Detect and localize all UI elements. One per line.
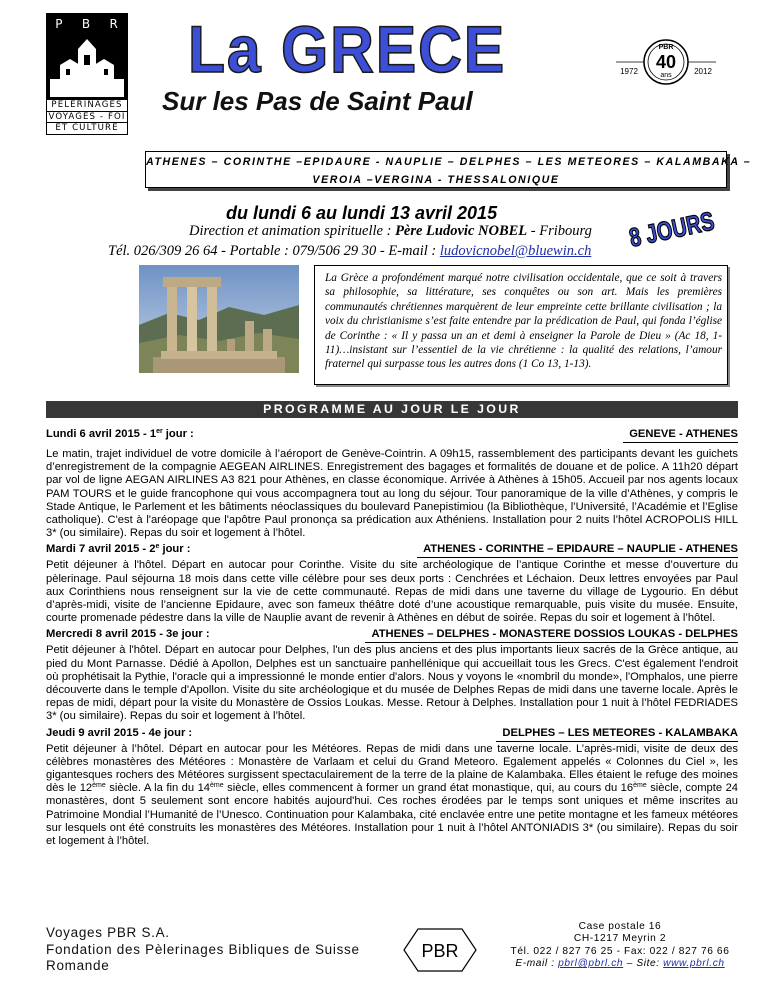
day-3	[46, 627, 738, 723]
contact-line	[108, 243, 591, 260]
footer-address-line-1: Case postale 16	[578, 921, 662, 932]
footer-address	[500, 921, 740, 971]
intro-paragraph: La Grèce a profondément marqué notre civilisation occidentale, que ce soit à travers sa philosophie, sa littérature, ses conquêtes ou son art. Mais les premières communautés chrétiennes marquèrent de leur empreinte cette brillante civilisation ; la voix du christianisme s’est faite entendre par la prédication de Paul, qui fonda l’église de Corinthe : « Il y passa un an et demi à enseigner la Parole de Dieu » (Ac 18, 1-11)…insistant sur l’essentiel de la vie chrétienne : la qualité des relations, l’amour fraternel qui surpasse tous les autres dons (1 Co 13, 1-13).	[325, 272, 722, 371]
direction-suffix: - Fribourg	[527, 223, 592, 239]
day-1-destination: GENEVE - ATHENES	[623, 427, 738, 443]
day-4-destination: DELPHES – LES METEORES - KALAMBAKA	[496, 726, 738, 742]
itinerary-line-2: VEROIA –VERGINA - THESSALONIQUE	[312, 174, 560, 186]
seal-brand: PBR	[658, 44, 674, 51]
footer-company-line-2: Fondation des Pèlerinages Bibliques de Suisse	[46, 941, 360, 957]
main-title-text: La GRECE	[188, 12, 506, 86]
day-4-label: Jeudi 9 avril 2015 - 4e jour :	[46, 726, 193, 739]
itinerary-line-1: ATHENES – CORINTHE –EPIDAURE - NAUPLIE – DELPHES – LES METEORES – KALAMBAKA –	[146, 156, 752, 168]
contact-email-link[interactable]: ludovicnobel@bluewin.ch	[439, 243, 592, 259]
contact-phones: Tél. 026/309 26 64 - Portable : 079/506 29 30 - E-mail :	[108, 243, 440, 259]
programme-list	[46, 427, 738, 850]
delphi-tholos-photo	[139, 265, 299, 373]
director-name: Père Ludovic NOBEL	[395, 223, 528, 239]
pbr-logo	[46, 13, 128, 134]
day-1-label: Lundi 6 avril 2015 - 1er jour :	[46, 428, 194, 440]
spiritual-direction	[189, 223, 592, 240]
day-2-text: Petit déjeuner à l'hôtel. Départ en autocar pour Corinthe. Visite du site archéologique de l’antique Corinthe et messe d’ouverture du pèlerinage. Paul séjourna 18 mois dans cette ville célèbre pour ses deux ports : Cenchrées et Léchaion. Deux lettres envoyées par Paul aux Corinthiens nous renseignent sur la vie de cette communauté. Repas de midi dans une taverne du village de Lygourio. En début d’après-midi, visite de l’ancienne Epidaure, avec son fameux théâtre doté d’une acoustique remarquable, puis visite du musée. Ensuite, courte promenade pédestre dans la ville de Nauplie avant de revenir à Athènes en début de soirée. Repas du soir et logement à l’hôtel.	[46, 559, 738, 625]
logo-letter-b: B	[81, 17, 92, 31]
day-3-header	[46, 627, 738, 644]
day-4	[46, 726, 738, 849]
trip-dates: du lundi 6 au lundi 13 avril 2015	[226, 203, 498, 223]
logo-line-1: PÈLERINAGES	[47, 99, 127, 111]
church-silhouette-icon	[50, 35, 124, 97]
day-2-header	[46, 542, 738, 559]
logo-letters	[46, 17, 128, 31]
footer-company-line-1: Voyages PBR S.A.	[46, 925, 170, 940]
logo-text-lines	[46, 99, 128, 135]
day-2-destination: ATHENES - CORINTHE – EPIDAURE – NAUPLIE - ATHENES	[417, 542, 738, 558]
footer-address-line-3: Tél. 022 / 827 76 25 - Fax: 022 / 827 76 66	[510, 945, 730, 957]
main-title	[182, 14, 512, 84]
seal-unit: ans	[660, 72, 672, 79]
logo-line-2: VOYAGES - FOI	[48, 111, 126, 122]
subtitle: Sur les Pas de Saint Paul	[162, 86, 473, 116]
logo-black-block	[46, 13, 128, 99]
seal-year-end: 2012	[694, 67, 712, 76]
day-1	[46, 427, 738, 540]
day-2	[46, 542, 738, 625]
day-4-header	[46, 726, 738, 743]
logo-letter-r: R	[109, 17, 119, 31]
logo-letter-p: P	[55, 17, 64, 31]
itinerary-box	[145, 151, 752, 188]
direction-prefix: Direction et animation spirituelle :	[189, 223, 396, 239]
footer-pbr-logo-icon	[400, 925, 480, 975]
footer-links: E-mail : pbrl@pbrl.ch – Site: www.pbrl.ch	[515, 958, 725, 970]
day-3-text: Petit déjeuner à l'hôtel. Départ en autocar pour Delphes, l'un des plus anciens et des plus importants lieux sacrés de la Grèce antique, au pied du Mont Parnasse. Dédié à Apollon, Delphes est un sanctuaire panhellénique qui accueillait tous les Grecs. C'est également l'endroit où prophétisait la Pythie, l'oracle qui a impressionné le monde entier d'alors. Nous y voyons le «nombril du monde», l'Omphalos, une pierre découverte dans le temple d'Apollon. Visite du site archéologique et du musée de Delphes Repas de midi dans une taverne locale. Après le repas de midi, départ pour la visite du Monastère de Ossios Loukas. Messe. Retour à Delphes. Installation pour 1 nuit à l’hôtel FEDRIADES 3* (ou similaire). Repas du soir et logement à l’hôtel.	[46, 644, 738, 723]
programme-title: PROGRAMME AU JOUR LE JOUR	[46, 401, 738, 418]
day-3-destination: ATHENES – DELPHES - MONASTERE DOSSIOS LOUKAS - DELPHES	[365, 627, 738, 643]
footer-company-line-3: Romande	[46, 958, 110, 974]
day-3-label: Mercredi 8 avril 2015 - 3e jour :	[46, 628, 210, 641]
day-1-header	[46, 427, 738, 444]
day-1-text: Le matin, trajet individuel de votre domicile à l’aéroport de Genève-Cointrin. A 09h15, rassemblement des participants devant les guichets d’enregistrement de la compagnie AEGEAN AIRLINES. Enregistrement des bagages et formalités de douane et de police. A 11h20 départ par vol de ligne AEGAN AIRLINES A3 821 pour Athènes, en classe économique. Arrivée à Athènes à 15h05. Accueil par nos agents locaux PAM TOURS et le guide francophone qui vous accompagnera tout au long du séjour. Tour panoramique de la ville d’Athènes, y compris le Stade Antique, le Parlement et les bâtiments néoclassiques du boulevard Panepistimiou (la Bibliothèque, l’Université, l’Académie et l’Eglise catholique). C'est à l'aréopage que l'apôtre Paul prononça sa prédication aux Athéniens. Installation pour 2 nuits l’hôtel ACROPOLIS HILL 3* (ou similaire). Repas du soir et logement à l’hôtel.	[46, 448, 738, 540]
days-badge	[624, 198, 742, 253]
footer-logo-text: PBR	[421, 941, 459, 961]
days-badge-text: 8 JOURS	[626, 200, 742, 253]
seal-year-start: 1972	[620, 67, 638, 76]
footer-site-link[interactable]: www.pbrl.ch	[663, 958, 725, 970]
footer-company	[46, 925, 360, 975]
day-2-label: Mardi 7 avril 2015 - 2e jour :	[46, 543, 191, 556]
logo-line-3: ET CULTURE	[47, 122, 127, 134]
day-4-text: Petit déjeuner à l’hôtel. Départ en autocar pour les Météores. Repas de midi dans une taverne locale. L’après-midi, visite de deux des célèbres monastères des Météores : Monastère de Varlaam et celui du Grand Meteoro. Egalement appelés « Colonnes du Ciel », les gigantesques rochers des Météores surgissent spectaculairement de la terre de la plaine de Kalambaka. Elles étaient le refuge des moines dès le 12ème siècle. A la fin du 14ème siècle, elles commencent à former un grand état monastique, qui, au cours du 16ème siècle, compte 24 monastères, dont 5 seulement sont encore habités aujourd'hui. Ces roches érodées par le temps sont uniques et même inscrites au Patrimoine Mondial l’Humanité de l’Unesco. Continuation pour Kalambaka, cité enclavée entre une petite montagne et les fameux météores sur lesquels ont été construits les monastères des Météores. Installation pour 1 nuit à l’hôtel ANTONIADIS 3* (ou similaire). Repas du soir et logement à l’hôtel.	[46, 742, 739, 848]
footer-address-line-2: CH-1217 Meyrin 2	[573, 933, 667, 945]
anniversary-seal-icon	[616, 22, 716, 92]
footer-email-link[interactable]: pbrl@pbrl.ch	[558, 958, 624, 970]
seal-number: 40	[655, 52, 677, 72]
